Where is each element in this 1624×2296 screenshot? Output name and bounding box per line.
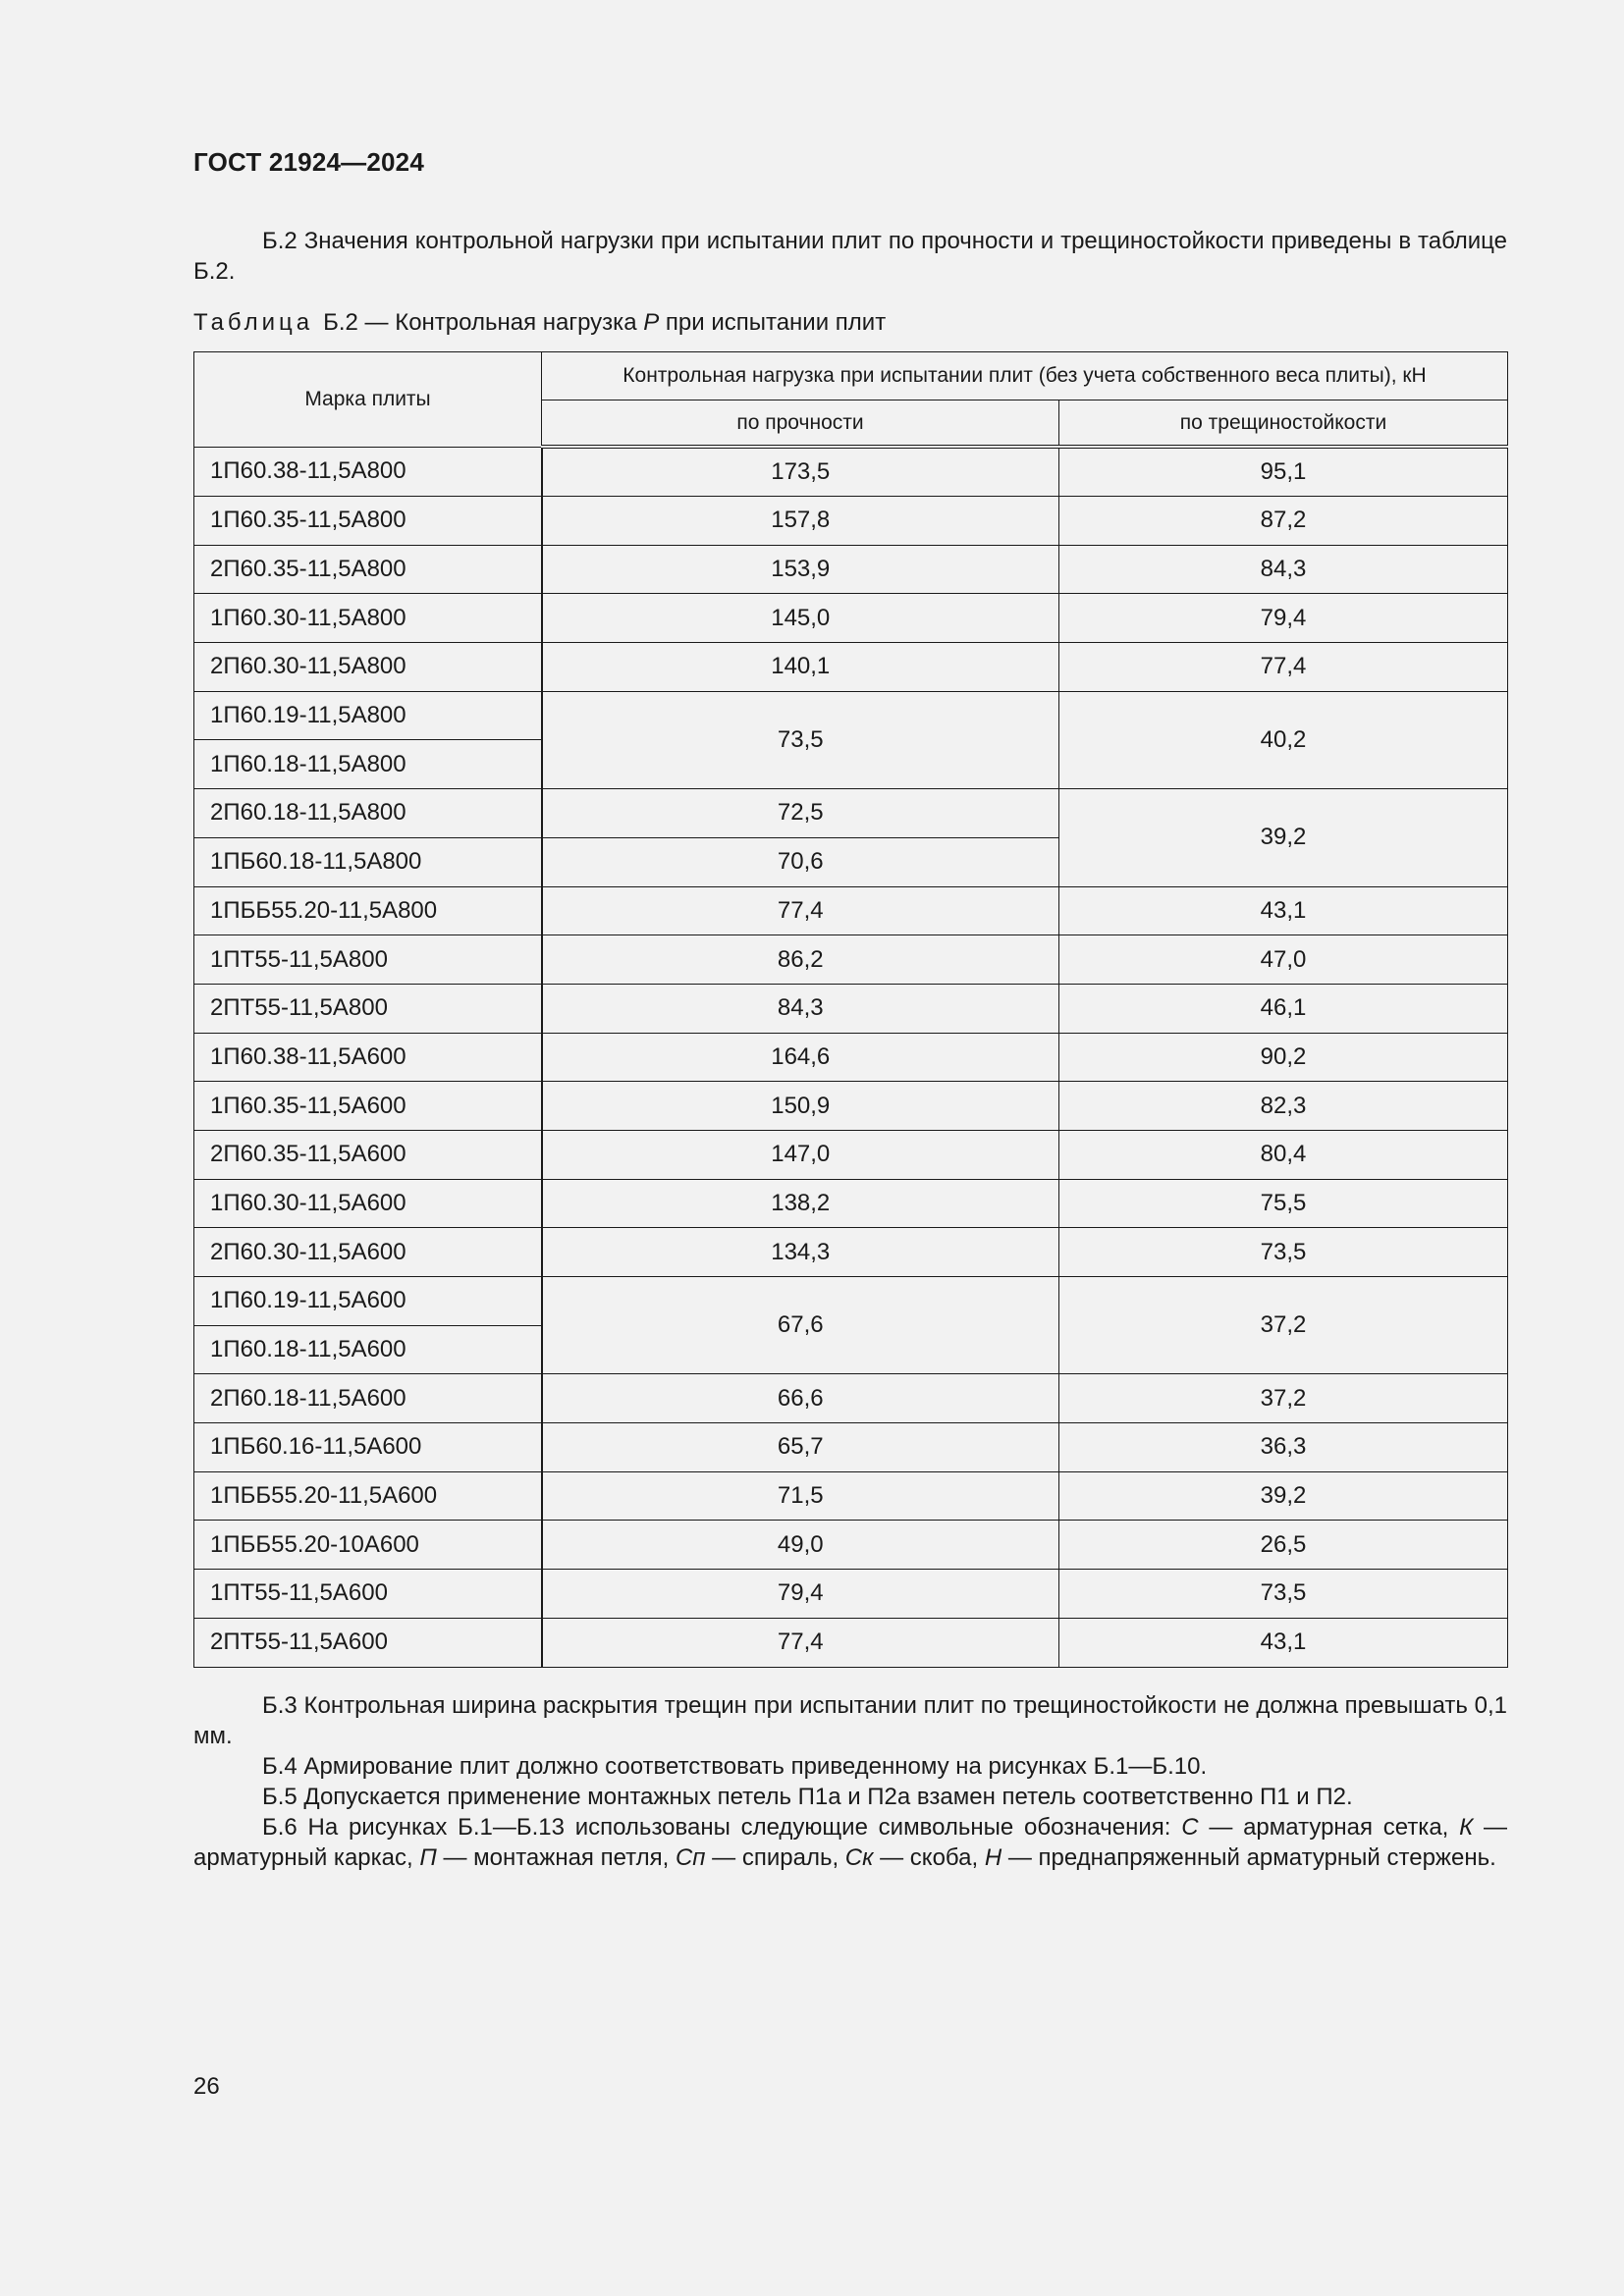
cell-crack: 79,4 xyxy=(1059,594,1508,643)
cell-strength: 157,8 xyxy=(542,497,1059,546)
cell-strength: 77,4 xyxy=(542,886,1059,935)
header-crack-resistance: по трещиностойкости xyxy=(1059,400,1508,448)
cell-crack: 90,2 xyxy=(1059,1033,1508,1082)
symbol-n: Н xyxy=(984,1844,1002,1871)
table-row xyxy=(194,1130,1508,1179)
table-row xyxy=(194,1570,1508,1619)
cell-mark: 1ПБ60.16-11,5А600 xyxy=(194,1423,542,1472)
intro-paragraph xyxy=(193,226,1507,287)
cell-strength: 145,0 xyxy=(542,594,1059,643)
cell-strength: 67,6 xyxy=(542,1277,1059,1374)
cell-crack: 87,2 xyxy=(1059,497,1508,546)
note-b5 xyxy=(193,1782,1507,1812)
table-caption-id: Б.2 — Контрольная нагрузка xyxy=(323,309,637,336)
table-row xyxy=(194,447,1508,497)
cell-mark: 2П60.35-11,5А600 xyxy=(194,1130,542,1179)
table-row xyxy=(194,1082,1508,1131)
intro-text: Б.2 Значения контрольной нагрузки при испытании плит по прочности и трещиностойкости приведены в таблице Б.2. xyxy=(193,228,1507,285)
header-control-load: Контрольная нагрузка при испытании плит (без учета собственного веса плиты), кН xyxy=(542,352,1508,400)
cell-strength: 134,3 xyxy=(542,1228,1059,1277)
table-row xyxy=(194,984,1508,1033)
cell-crack: 47,0 xyxy=(1059,935,1508,985)
control-load-table xyxy=(193,351,1508,1668)
cell-strength: 147,0 xyxy=(542,1130,1059,1179)
table-row xyxy=(194,643,1508,692)
table-row xyxy=(194,545,1508,594)
table-caption xyxy=(193,307,886,338)
cell-mark: 1ПББ55.20-11,5А600 xyxy=(194,1471,542,1521)
symbol-p: П xyxy=(419,1844,437,1871)
cell-crack: 37,2 xyxy=(1059,1277,1508,1374)
cell-mark: 1ПТ55-11,5А600 xyxy=(194,1570,542,1619)
cell-strength: 138,2 xyxy=(542,1179,1059,1228)
table-row xyxy=(194,1423,1508,1472)
table-row xyxy=(194,1618,1508,1667)
cell-mark: 1ПББ55.20-10А600 xyxy=(194,1521,542,1570)
cell-crack: 46,1 xyxy=(1059,984,1508,1033)
cell-mark: 1П60.18-11,5А600 xyxy=(194,1325,542,1374)
table-row xyxy=(194,1374,1508,1423)
note-b6-start: Б.6 На рисунках Б.1—Б.13 использованы следующие символьные обозначения: xyxy=(262,1814,1171,1841)
cell-mark: 1П60.30-11,5А600 xyxy=(194,1179,542,1228)
table-row xyxy=(194,1277,1508,1326)
table-row xyxy=(194,1471,1508,1521)
cell-mark: 2П60.35-11,5А800 xyxy=(194,545,542,594)
cell-crack: 40,2 xyxy=(1059,691,1508,788)
cell-mark: 1ПББ55.20-11,5А800 xyxy=(194,886,542,935)
note-b3-text: Б.3 Контрольная ширина раскрытия трещин при испытании плит по трещиностойкости не должна превышать 0,1 мм. xyxy=(193,1692,1507,1749)
cell-mark: 1ПТ55-11,5А800 xyxy=(194,935,542,985)
cell-crack: 26,5 xyxy=(1059,1521,1508,1570)
table-row xyxy=(194,1179,1508,1228)
cell-mark: 1П60.38-11,5А800 xyxy=(194,447,542,497)
definition-sk: — скоба, xyxy=(880,1844,979,1871)
cell-strength: 65,7 xyxy=(542,1423,1059,1472)
cell-mark: 1П60.35-11,5А600 xyxy=(194,1082,542,1131)
symbol-k: К xyxy=(1459,1814,1474,1841)
cell-crack: 77,4 xyxy=(1059,643,1508,692)
cell-strength: 86,2 xyxy=(542,935,1059,985)
table-row xyxy=(194,886,1508,935)
note-b4 xyxy=(193,1751,1507,1782)
cell-crack: 39,2 xyxy=(1059,1471,1508,1521)
table-row xyxy=(194,1033,1508,1082)
cell-crack: 43,1 xyxy=(1059,1618,1508,1667)
header-strength: по прочности xyxy=(542,400,1059,448)
symbol-sp: Сп xyxy=(675,1844,706,1871)
cell-mark: 1П60.35-11,5А800 xyxy=(194,497,542,546)
definition-n: — преднапряженный арматурный стержень. xyxy=(1007,1844,1496,1871)
cell-strength: 71,5 xyxy=(542,1471,1059,1521)
note-b6 xyxy=(193,1812,1507,1873)
table-caption-word: Таблица xyxy=(193,309,314,336)
cell-mark: 1П60.19-11,5А800 xyxy=(194,691,542,740)
cell-strength: 66,6 xyxy=(542,1374,1059,1423)
table-row xyxy=(194,935,1508,985)
cell-mark: 2П60.18-11,5А600 xyxy=(194,1374,542,1423)
cell-mark: 1П60.19-11,5А600 xyxy=(194,1277,542,1326)
table-row xyxy=(194,497,1508,546)
cell-mark: 2ПТ55-11,5А600 xyxy=(194,1618,542,1667)
definition-sp: — спираль, xyxy=(712,1844,839,1871)
note-b5-text: Б.5 Допускается применение монтажных петель П1а и П2а взамен петель соответственно П1 и П2. xyxy=(262,1784,1353,1810)
definition-c: — арматурная сетка, xyxy=(1209,1814,1449,1841)
note-b3 xyxy=(193,1690,1507,1751)
cell-strength: 173,5 xyxy=(542,447,1059,497)
cell-mark: 2П60.30-11,5А800 xyxy=(194,643,542,692)
cell-mark: 1П60.30-11,5А800 xyxy=(194,594,542,643)
cell-strength: 79,4 xyxy=(542,1570,1059,1619)
cell-crack: 43,1 xyxy=(1059,886,1508,935)
table-caption-variable: P xyxy=(643,309,660,336)
cell-mark: 2П60.18-11,5А800 xyxy=(194,789,542,838)
cell-strength: 84,3 xyxy=(542,984,1059,1033)
symbol-c: С xyxy=(1181,1814,1199,1841)
header-mark: Марка плиты xyxy=(194,352,542,448)
cell-strength: 72,5 xyxy=(542,789,1059,838)
cell-strength: 140,1 xyxy=(542,643,1059,692)
cell-crack: 39,2 xyxy=(1059,789,1508,886)
notes-section xyxy=(193,1690,1507,1873)
cell-crack: 73,5 xyxy=(1059,1228,1508,1277)
table-row xyxy=(194,691,1508,740)
cell-strength: 77,4 xyxy=(542,1618,1059,1667)
cell-strength: 153,9 xyxy=(542,545,1059,594)
note-b4-text: Б.4 Армирование плит должно соответствовать приведенному на рисунках Б.1—Б.10. xyxy=(262,1753,1208,1780)
cell-mark: 1ПБ60.18-11,5А800 xyxy=(194,837,542,886)
table-row xyxy=(194,1228,1508,1277)
table-row xyxy=(194,789,1508,838)
cell-crack: 37,2 xyxy=(1059,1374,1508,1423)
definition-k: — арматурный каркас, xyxy=(193,1814,1508,1871)
cell-strength: 73,5 xyxy=(542,691,1059,788)
cell-crack: 95,1 xyxy=(1059,447,1508,497)
cell-crack: 84,3 xyxy=(1059,545,1508,594)
table-row xyxy=(194,1521,1508,1570)
cell-crack: 36,3 xyxy=(1059,1423,1508,1472)
page-number: 26 xyxy=(193,2073,220,2100)
cell-crack: 75,5 xyxy=(1059,1179,1508,1228)
cell-strength: 164,6 xyxy=(542,1033,1059,1082)
table-caption-rest: при испытании плит xyxy=(665,309,887,336)
table-row xyxy=(194,594,1508,643)
cell-strength: 150,9 xyxy=(542,1082,1059,1131)
cell-crack: 73,5 xyxy=(1059,1570,1508,1619)
cell-mark: 1П60.18-11,5А800 xyxy=(194,740,542,789)
cell-crack: 80,4 xyxy=(1059,1130,1508,1179)
cell-strength: 70,6 xyxy=(542,837,1059,886)
cell-strength: 49,0 xyxy=(542,1521,1059,1570)
symbol-sk: Ск xyxy=(844,1844,874,1871)
cell-mark: 2ПТ55-11,5А800 xyxy=(194,984,542,1033)
cell-mark: 2П60.30-11,5А600 xyxy=(194,1228,542,1277)
definition-p: — монтажная петля, xyxy=(443,1844,670,1871)
cell-crack: 82,3 xyxy=(1059,1082,1508,1131)
document-title: ГОСТ 21924—2024 xyxy=(193,147,424,177)
cell-mark: 1П60.38-11,5А600 xyxy=(194,1033,542,1082)
